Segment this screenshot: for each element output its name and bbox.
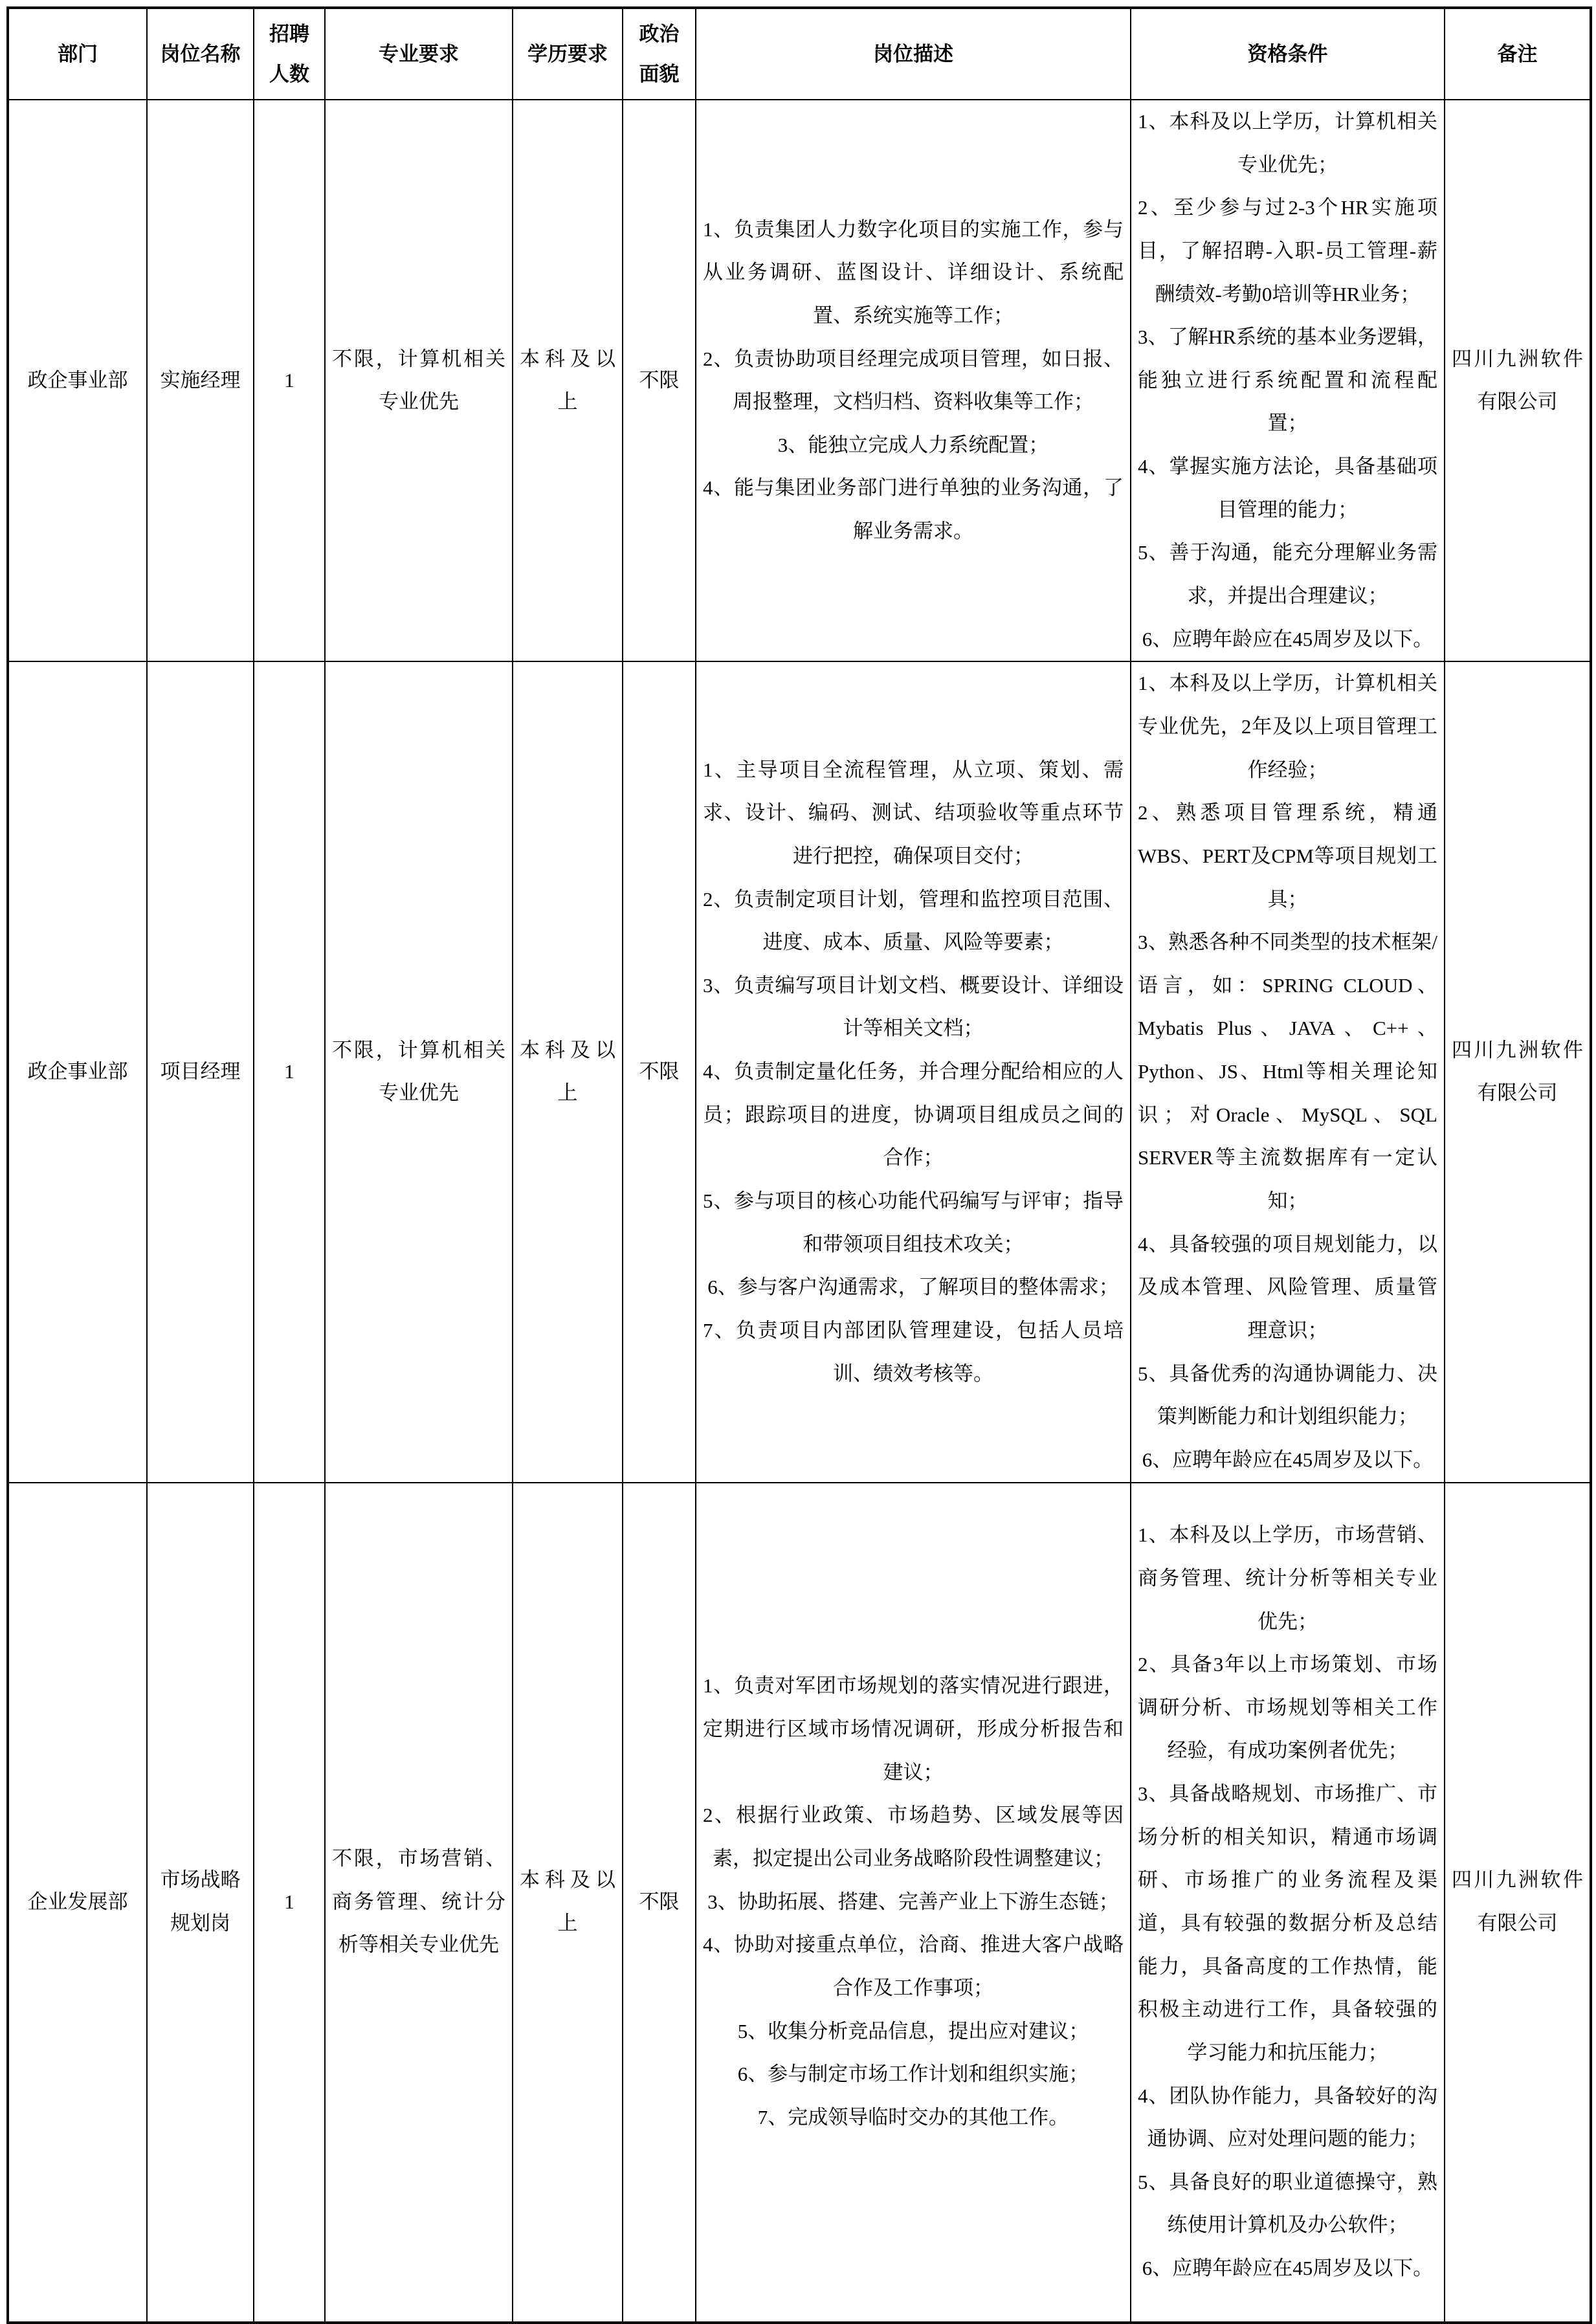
cell-education: 本科及以上 (513, 1483, 623, 2323)
table-row (8, 1483, 1591, 2323)
cell-description (696, 100, 1131, 661)
qualification-item: 4、具备较强的项目规划能力，以及成本管理、风险管理、质量管理意识； (1138, 1232, 1437, 1342)
description-item: 6、参与制定市场工作计划和组织实施； (737, 2063, 1089, 2086)
qualification-item: 2、具备3年以上市场策划、市场调研分析、市场规划等相关工作经验，有成功案例者优先； (1138, 1653, 1437, 1762)
cell-education: 本科及以上 (513, 661, 623, 1482)
cell-department: 政企事业部 (8, 661, 147, 1482)
qualification-item: 2、熟悉项目管理系统，精通WBS、PERT及CPM等项目规划工具； (1138, 801, 1437, 911)
cell-position: 实施经理 (147, 100, 254, 661)
col-header-major: 专业要求 (325, 8, 513, 100)
qualification-item: 6、应聘年龄应在45周岁及以下。 (1142, 2257, 1434, 2280)
description-item: 3、协助拓展、搭建、完善产业上下游生态链； (707, 1890, 1119, 1913)
cell-education: 本科及以上 (513, 100, 623, 661)
qualification-item: 5、善于沟通，能充分理解业务需求，并提出合理建议； (1138, 541, 1437, 608)
description-item: 7、完成领导临时交办的其他工作。 (757, 2105, 1069, 2129)
description-item: 2、负责制定项目计划，管理和监控项目范围、进度、成本、质量、风险等要素； (703, 887, 1124, 954)
col-header-description: 岗位描述 (696, 8, 1131, 100)
cell-qualifications (1131, 100, 1445, 661)
description-item: 6、参与客户沟通需求，了解项目的整体需求； (707, 1276, 1119, 1299)
description-item: 1、主导项目全流程管理，从立项、策划、需求、设计、编码、测试、结项验收等重点环节进行把控，确保项目交付； (703, 758, 1124, 867)
qualification-item: 2、至少参与过2-3个HR实施项目，了解招聘-入职-员工管理-薪酬绩效-考勤0培训等HR业务； (1138, 196, 1437, 305)
qualification-item: 3、熟悉各种不同类型的技术框架/语言，如：SPRING CLOUD、Mybatis Plus、JAVA、C++、Python、JS、Html等相关理论知识；对Oracle、MySQL、SQL SERVER等主流数据库有一定认知； (1138, 931, 1437, 1213)
cell-department: 政企事业部 (8, 100, 147, 661)
cell-political: 不限 (623, 100, 696, 661)
qualification-item: 5、具备良好的职业道德操守，熟练使用计算机及办公软件； (1138, 2170, 1437, 2237)
table-header-row (8, 8, 1591, 100)
description-item: 3、负责编写项目计划文档、概要设计、详细设计等相关文档； (703, 973, 1124, 1040)
cell-position: 项目经理 (147, 661, 254, 1482)
cell-remark: 四川九洲软件有限公司 (1445, 661, 1591, 1482)
col-header-headcount: 招聘人数 (254, 8, 325, 100)
qualification-item: 3、具备战略规划、市场推广、市场分析的相关知识，精通市场调研、市场推广的业务流程及渠道，具有较强的数据分析及总结能力，具备高度的工作热情，能积极主动进行工作，具备较强的学习能力和抗压能力； (1138, 1782, 1437, 2064)
qualification-item: 1、本科及以上学历，计算机相关专业优先； (1138, 110, 1437, 176)
cell-major: 不限，计算机相关专业优先 (325, 661, 513, 1482)
description-item: 4、负责制定量化任务，并合理分配给相应的人员；跟踪项目的进度，协调项目组成员之间的合作； (703, 1060, 1124, 1169)
cell-major: 不限，市场营销、商务管理、统计分析等相关专业优先 (325, 1483, 513, 2323)
table-row (8, 100, 1591, 661)
description-item: 4、协助对接重点单位，洽商、推进大客户战略合作及工作事项； (703, 1933, 1124, 1999)
col-header-department: 部门 (8, 8, 147, 100)
description-item: 2、根据行业政策、市场趋势、区域发展等因素，拟定提出公司业务战略阶段性调整建议； (703, 1804, 1124, 1870)
qualification-item: 1、本科及以上学历，市场营销、商务管理、统计分析等相关专业优先； (1138, 1523, 1437, 1633)
cell-political: 不限 (623, 1483, 696, 2323)
cell-headcount: 1 (254, 1483, 325, 2323)
col-header-qualifications: 资格条件 (1131, 8, 1445, 100)
qualification-item: 4、团队协作能力，具备较好的沟通协调、应对处理问题的能力； (1138, 2084, 1437, 2151)
qualification-item: 5、具备优秀的沟通协调能力、决策判断能力和计划组织能力； (1138, 1362, 1437, 1428)
cell-qualifications (1131, 661, 1445, 1482)
description-item: 2、负责协助项目经理完成项目管理，如日报、周报整理，文档归档、资料收集等工作； (703, 347, 1124, 414)
description-item: 1、负责集团人力数字化项目的实施工作，参与从业务调研、蓝图设计、详细设计、系统配置、系统实施等工作； (703, 217, 1124, 327)
cell-remark: 四川九洲软件有限公司 (1445, 100, 1591, 661)
qualification-item: 6、应聘年龄应在45周岁及以下。 (1142, 627, 1434, 650)
col-header-position: 岗位名称 (147, 8, 254, 100)
qualification-item: 1、本科及以上学历，计算机相关专业优先，2年及以上项目管理工作经验； (1138, 672, 1437, 781)
cell-qualifications (1131, 1483, 1445, 2323)
qualification-item: 4、掌握实施方法论，具备基础项目管理的能力； (1138, 455, 1437, 521)
description-item: 7、负责项目内部团队管理建设，包括人员培训、绩效考核等。 (703, 1318, 1124, 1385)
cell-major: 不限，计算机相关专业优先 (325, 100, 513, 661)
cell-headcount: 1 (254, 661, 325, 1482)
description-item: 3、能独立完成人力系统配置； (777, 433, 1049, 456)
cell-description (696, 661, 1131, 1482)
cell-political: 不限 (623, 661, 696, 1482)
qualification-item: 3、了解HR系统的基本业务逻辑，能独立进行系统配置和流程配置； (1138, 326, 1437, 435)
cell-remark: 四川九洲软件有限公司 (1445, 1483, 1591, 2323)
cell-position: 市场战略规划岗 (147, 1483, 254, 2323)
table-row (8, 661, 1591, 1482)
col-header-education: 学历要求 (513, 8, 623, 100)
qualification-item: 6、应聘年龄应在45周岁及以下。 (1142, 1448, 1434, 1471)
col-header-political: 政治面貌 (623, 8, 696, 100)
description-item: 5、收集分析竞品信息，提出应对建议； (737, 2019, 1089, 2042)
cell-headcount: 1 (254, 100, 325, 661)
recruitment-table (6, 6, 1592, 2324)
cell-description (696, 1483, 1131, 2323)
cell-department: 企业发展部 (8, 1483, 147, 2323)
description-item: 5、参与项目的核心功能代码编写与评审；指导和带领项目组技术攻关； (703, 1190, 1124, 1256)
col-header-remark: 备注 (1445, 8, 1591, 100)
description-item: 4、能与集团业务部门进行单独的业务沟通，了解业务需求。 (703, 476, 1124, 543)
description-item: 1、负责对军团市场规划的落实情况进行跟进，定期进行区域市场情况调研，形成分析报告和建议； (703, 1674, 1124, 1784)
